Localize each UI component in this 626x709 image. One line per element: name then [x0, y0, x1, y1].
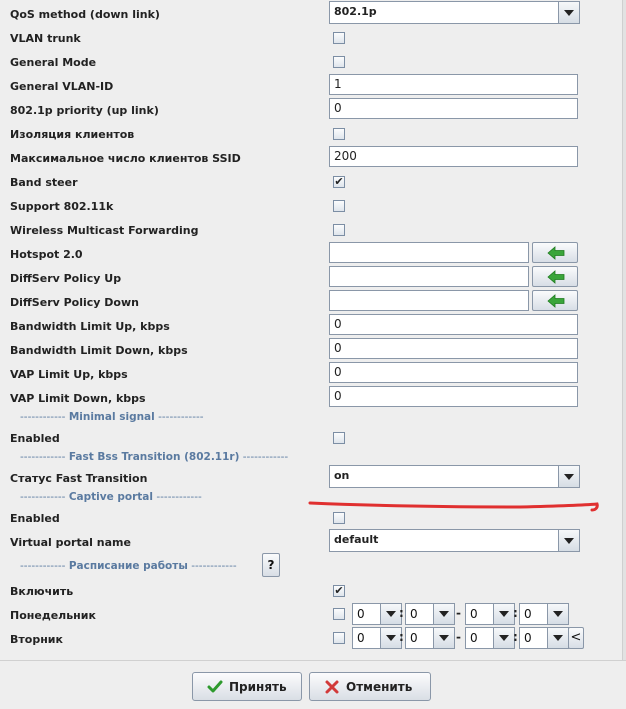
time-dash: -	[456, 606, 461, 620]
red-x-icon	[324, 679, 340, 695]
fast-status-value: on	[334, 469, 350, 482]
dropdown-button[interactable]	[493, 604, 514, 624]
green-arrow-left-icon	[547, 270, 565, 284]
chevron-down-icon	[499, 635, 509, 641]
chevron-down-icon	[499, 611, 509, 617]
diffserv-down-label: DiffServ Policy Down	[10, 296, 139, 309]
chevron-down-icon	[564, 10, 574, 16]
vap-down-input[interactable]: 0	[329, 386, 578, 407]
checkmark-icon	[207, 679, 223, 695]
diffserv-up-label: DiffServ Policy Up	[10, 272, 122, 285]
chevron-down-icon	[564, 474, 574, 480]
monday-checkbox[interactable]	[333, 608, 345, 620]
minimal-signal-title: Minimal signal	[68, 411, 155, 423]
dropdown-button[interactable]	[433, 628, 454, 648]
monday-to-hour-select[interactable]: 0	[465, 603, 515, 625]
apply-button[interactable]	[192, 672, 302, 701]
chevron-down-icon	[386, 635, 396, 641]
qos-value: 802.1p	[334, 5, 377, 18]
green-arrow-left-icon	[547, 246, 565, 260]
captive-enabled-checkbox[interactable]	[333, 512, 345, 524]
minimal-signal-separator: ------------ Minimal signal ------------	[20, 411, 204, 423]
tuesday-from-minute-select[interactable]: 0	[405, 627, 455, 649]
tuesday-from-hour-select[interactable]: 0	[352, 627, 402, 649]
chevron-down-icon	[439, 611, 449, 617]
multicast-label: Wireless Multicast Forwarding	[10, 224, 199, 237]
time-colon: :	[399, 630, 404, 644]
dropdown-button[interactable]	[547, 628, 568, 648]
apply-label: Принять	[229, 680, 287, 694]
hotspot-label: Hotspot 2.0	[10, 248, 83, 261]
cancel-label: Отменить	[346, 680, 413, 694]
portal-name-dropdown-button[interactable]	[558, 530, 579, 551]
bw-down-input[interactable]: 0	[329, 338, 578, 359]
isolation-checkbox[interactable]	[333, 128, 345, 140]
tuesday-to-hour-select[interactable]: 0	[465, 627, 515, 649]
minimal-enabled-checkbox[interactable]	[333, 432, 345, 444]
dropdown-button[interactable]	[380, 604, 401, 624]
captive-portal-separator: ------------ Captive portal ------------	[20, 491, 202, 503]
qos-dropdown-button[interactable]	[558, 2, 579, 23]
schedule-separator: ------------ Расписание работы ------------	[20, 560, 237, 572]
portal-name-label: Virtual portal name	[10, 536, 131, 549]
priority-input[interactable]: 0	[329, 98, 578, 119]
monday-from-minute-select[interactable]: 0	[405, 603, 455, 625]
dropdown-button[interactable]	[547, 604, 568, 624]
minimal-enabled-label: Enabled	[10, 432, 60, 445]
diffserv-down-input[interactable]	[329, 290, 529, 311]
band-steer-checkbox[interactable]	[333, 176, 345, 188]
bw-up-label: Bandwidth Limit Up, kbps	[10, 320, 170, 333]
chevron-down-icon	[386, 611, 396, 617]
fast-status-label: Статус Fast Transition	[10, 472, 148, 485]
tuesday-to-minute-select[interactable]: 0	[519, 627, 569, 649]
hotspot-select-button[interactable]	[532, 242, 578, 263]
monday-from-hour-select[interactable]: 0	[352, 603, 402, 625]
cancel-button[interactable]	[309, 672, 431, 701]
schedule-title: Расписание работы	[68, 560, 188, 572]
monday-label: Понедельник	[10, 609, 96, 622]
green-arrow-left-icon	[547, 294, 565, 308]
monday-to-minute-select[interactable]: 0	[519, 603, 569, 625]
captive-portal-title: Captive portal	[68, 491, 153, 503]
support-11k-checkbox[interactable]	[333, 200, 345, 212]
enable-schedule-label: Включить	[10, 585, 74, 598]
diffserv-up-select-button[interactable]	[532, 266, 578, 287]
dropdown-button[interactable]	[380, 628, 401, 648]
vlan-trunk-label: VLAN trunk	[10, 32, 81, 45]
chevron-down-icon	[439, 635, 449, 641]
checkmark-icon: ✔	[334, 175, 344, 188]
vlan-trunk-checkbox[interactable]	[333, 32, 345, 44]
diffserv-up-input[interactable]	[329, 266, 529, 287]
general-vlan-label: General VLAN-ID	[10, 80, 114, 93]
general-mode-checkbox[interactable]	[333, 56, 345, 68]
max-clients-input[interactable]: 200	[329, 146, 578, 167]
priority-label: 802.1p priority (up link)	[10, 104, 159, 117]
tuesday-label: Вторник	[10, 633, 63, 646]
time-colon: :	[513, 606, 518, 620]
vap-up-label: VAP Limit Up, kbps	[10, 368, 128, 381]
vap-down-label: VAP Limit Down, kbps	[10, 392, 146, 405]
fast-bss-title: Fast Bss Transition (802.11r)	[68, 451, 240, 463]
copy-schedule-button[interactable]: <	[568, 627, 584, 649]
fast-status-dropdown-button[interactable]	[558, 466, 579, 487]
time-colon: :	[399, 606, 404, 620]
dropdown-button[interactable]	[433, 604, 454, 624]
time-colon: :	[513, 630, 518, 644]
captive-enabled-label: Enabled	[10, 512, 60, 525]
isolation-label: Изоляция клиентов	[10, 128, 135, 141]
time-dash: -	[456, 630, 461, 644]
chevron-down-icon	[553, 611, 563, 617]
qos-select[interactable]	[329, 1, 580, 24]
vap-up-input[interactable]: 0	[329, 362, 578, 383]
tuesday-checkbox[interactable]	[333, 632, 345, 644]
help-button[interactable]: ?	[262, 553, 280, 577]
portal-name-value: default	[334, 533, 379, 546]
portal-name-select[interactable]	[329, 529, 580, 552]
scrollbar-track[interactable]	[622, 0, 626, 660]
general-vlan-input[interactable]: 1	[329, 74, 578, 95]
chevron-down-icon	[553, 635, 563, 641]
bw-down-label: Bandwidth Limit Down, kbps	[10, 344, 188, 357]
qos-label: QoS method (down link)	[10, 8, 160, 21]
fast-bss-separator: ------------ Fast Bss Transition (802.11r) ------------	[20, 451, 289, 463]
enable-schedule-checkbox[interactable]	[333, 585, 345, 597]
general-mode-label: General Mode	[10, 56, 97, 69]
fast-status-select[interactable]	[329, 465, 580, 488]
max-clients-label: Максимальное число клиентов SSID	[10, 152, 241, 165]
checkmark-icon: ✔	[334, 584, 344, 597]
support-11k-label: Support 802.11k	[10, 200, 114, 213]
dropdown-button[interactable]	[493, 628, 514, 648]
chevron-down-icon	[564, 538, 574, 544]
diffserv-down-select-button[interactable]	[532, 290, 578, 311]
multicast-checkbox[interactable]	[333, 224, 345, 236]
hotspot-input[interactable]	[329, 242, 529, 263]
bw-up-input[interactable]: 0	[329, 314, 578, 335]
band-steer-label: Band steer	[10, 176, 78, 189]
